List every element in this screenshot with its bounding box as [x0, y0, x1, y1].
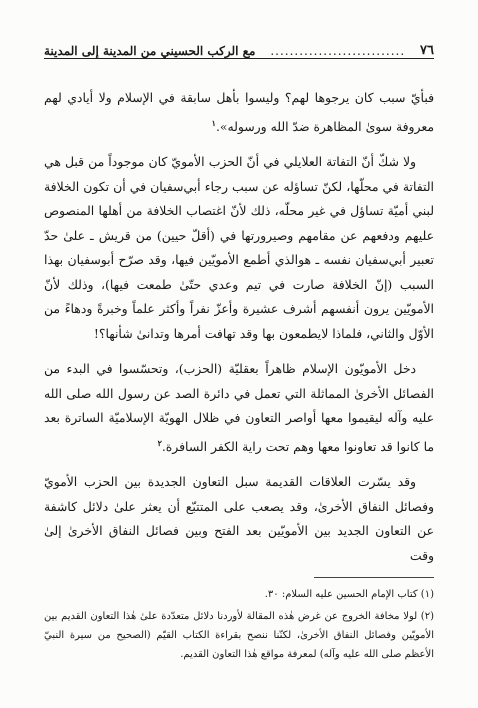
- main-text: [44, 86, 434, 579]
- footnote: (٢) لولا مخافة الخروج عن غرض هٰذه المقالة لأوردنا دلائل متعدّدة علىٰ هٰذا التعاون القديم بين الأمويّين وفصائل النفاق الأخرىٰ، لكنّنا ننصح بقراءة الكتاب القيّم (الصحيح من سيرة النبيّ الأعظم صلى الله عليه وآله) لمعرفة مواقع هٰذا التعاون القديم.: [44, 611, 434, 660]
- footnote-divider: [314, 577, 434, 578]
- paragraph-text: وقد يسّرت العلاقات القديمة سبل التعاون الجديدة بين الحزب الأمويّ وفصائل النفاق الأخرىٰ، وقد يصعب على المتتبّع أن يعثر علىٰ دلائل كاشفة عن التعاون الجديد بين الأمويّين بعد الفتح وبين فصائل النفاق الأخرىٰ إلىٰ وقت: [44, 474, 434, 563]
- footnotes: [44, 585, 434, 667]
- header-dots: ............................: [270, 44, 406, 58]
- chapter-title-text: مع الركب الحسيني من المدينة إلى المدينة: [44, 44, 256, 58]
- paragraph: [44, 150, 434, 346]
- page-number: ٧٦: [420, 43, 434, 58]
- running-header: [44, 34, 434, 59]
- footnote-marker: ٢: [157, 437, 162, 448]
- paragraph: [44, 357, 434, 459]
- paragraph: [44, 86, 434, 139]
- chapter-title: [44, 44, 255, 58]
- footnote: (١) كتاب الإمام الحسين عليه السلام: ٣٠.: [264, 589, 434, 600]
- footnote-marker: ١: [211, 117, 216, 128]
- paragraph-text: دخل الأمويّون الإسلام ظاهراً بعقليّة (الحزب)، وتحسّسوا في البدء من الفصائل الأخرىٰ المماثلة التي تعمل في دائرة الصد عن رسول الله صلى الله عليه وآله ليقيموا معها أواصر التعاون في ظلال الهويّة الإسلاميّة الساترة بعد ما كانوا قد تعاونوا معها وهم تحت راية الكفر السافرة.: [44, 361, 434, 454]
- paragraph-text: ولا شكّ أنّ التفاتة العلايلي في أنّ الحزب الأمويّ كان موجوداً من قبل هي التفاتة في محلّها، لكنّ تساؤله عن سبب رجاء أبي‌سفيان في أن تكون الخلافة لبني أميّة تساؤل في غير محلّه، ذلك لأنّ اغتصاب الخلافة من أهلها المنصوص عليهم ودفعهم عن مقامهم وصيرورتها في (أقلّ حيين) من قريش ـ علىٰ حدّ تعبير أبي‌سفيان نفسه ـ هوالذي أطمع الأمويّين فيها، وقد صرّح أبوسفيان بهذا السبب (إنّ الخلافة صارت في تيم وعدي حتّىٰ طمعت فيها)، وذلك لأنّ الأمويّين يرون أنفسهم أشرف عشيرة وأعزّ نفراً وأكثر علماً وخبرةً ودهاءً من الأوّل والثاني، فلماذا لايطمعون بها وقد تهافت أمرها وتدانىٰ شأنها؟!: [44, 154, 434, 341]
- paragraph: [44, 470, 434, 568]
- paragraph-text: فبأيّ سبب كان يرجوها لهم؟ وليسوا بأهل سابقة في الإسلام ولا أيادي لهم معروفة سوىٰ المظاهرة ضدّ الله ورسوله».: [44, 90, 434, 134]
